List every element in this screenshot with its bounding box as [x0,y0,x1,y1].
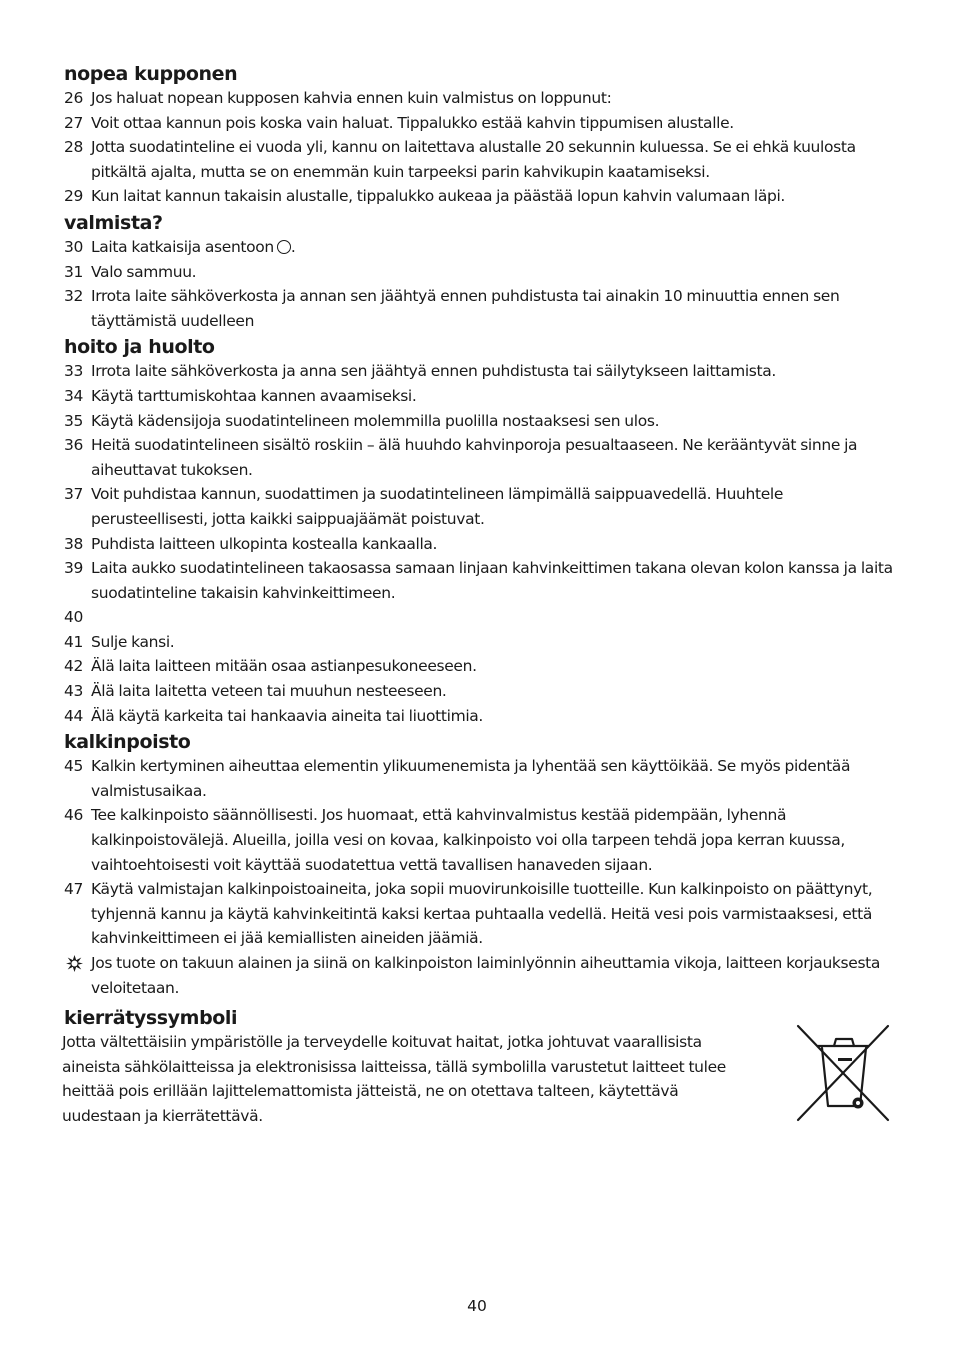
item-number: 46 [64,806,84,825]
item-number: 40 [64,608,84,627]
item-text: Irrota laite sähköverkosta ja annan sen jäähtyä ennen puhdistusta tai ainakin 10 minuuttia ennen sen täyttämistä uudelleen [91,287,840,330]
list-item [64,654,894,679]
item-number: 33 [64,362,84,381]
list-item [64,754,894,803]
item-text: Voit puhdistaa kannun, suodattimen ja suodatintelineen lämpimällä saippuavedellä. Huuhtele perusteellisesti, jotta kaikki saippuajäämät poistuvat. [91,485,784,528]
item-number: 44 [64,706,84,725]
section-heading-kierratyssymboli: kierrätyssymboli [64,1007,238,1030]
item-text: Jotta suodatinteline ei vuoda yli, kannu on laitettava alustalle 20 sekunnin kuluessa. Se ei ehkä kuulosta pitkältä ajalta, mutta se on enemmän kuin tarpeeksi parin kahvikupin kaatamiseksi. [91,138,856,181]
list-item [64,235,894,260]
item-number: 26 [64,89,84,107]
list-item [64,409,894,434]
list-item [64,877,894,951]
list-item [64,704,894,729]
recycling-section [64,1006,894,1128]
item-number: 28 [64,138,84,157]
item-text: Irrota laite sähköverkosta ja anna sen jäähtyä ennen puhdistusta tai säilytykseen laittamista. [91,362,776,381]
item-number: 29 [64,187,84,206]
list-item [64,135,894,184]
item-text: Älä laita laitetta veteen tai muuhun nesteeseen. [91,682,447,701]
item-text: Puhdista laitteen ulkopinta kostealla kankaalla. [91,534,438,553]
list-item [64,605,894,630]
list-item [64,433,894,482]
item-number: 30 [64,237,84,256]
list-item [64,482,894,531]
list-item [64,260,894,285]
page-number: 40 [467,1297,487,1315]
item-number: 41 [64,632,84,651]
document-page [64,60,894,1129]
item-text: Voit ottaa kannun pois koska vain haluat. Tippalukko estää kahvin tippumisen alustalle. [91,113,734,132]
warning-note [64,951,894,1000]
list-item [64,630,894,655]
section-heading-kalkinpoisto: kalkinpoisto [64,731,191,754]
item-number: 34 [64,386,84,405]
item-number: 45 [64,757,84,776]
list-item [64,384,894,409]
item-text: Jos haluat nopean kupposen kahvia ennen kuin valmistus on loppunut: [91,89,612,107]
item-text: Älä laita laitteen mitään osaa astianpesukoneeseen. [91,657,477,676]
item-text: Käytä kädensijoja suodatintelineen molemmilla puolilla nostaaksesi sen ulos. [91,411,660,430]
list-item [64,679,894,704]
section-heading-valmista: valmista? [64,211,163,234]
item-text: Tee kalkinpoisto säännöllisesti. Jos huomaat, että kahvinvalmistus kestää pidempään, lyhennä kalkinpoistovälejä. Alueilla, joilla vesi on kovaa, kalkinpoisto voi olla tarpeen tehdä jopa kerran kuussa, vaihtoehtoisesti voit käyttää suodatettua vettä tavallisen hanaveden sijaan. [91,806,845,874]
item-number: 37 [64,485,84,504]
item-text: Laita katkaisija asentoon [91,237,274,256]
section-heading-hoito-ja-huolto: hoito ja huolto [64,336,215,359]
note-text: Jos tuote on takuun alainen ja siinä on kalkinpoiston laiminlyönnin aiheuttamia vikoja, laitteen korjauksesta veloitetaan. [91,954,881,997]
list-item [64,556,894,605]
item-text: Käytä tarttumiskohtaa kannen avaamiseksi. [91,386,417,405]
item-text: Älä käytä karkeita tai hankaavia aineita tai liuottimia. [91,706,484,725]
recycling-text: Jotta vältettäisiin ympäristölle ja terveydelle koituvat haitat, jotka johtuvat vaarallisista aineista sähkölaitteissa ja elektronisissa laitteissa, tällä symbolilla varustetut laitteet tulee heittää pois erillään lajittelemattomista jätteistä, ne on otettava talteen, käytettävä uudestaan ja kierrätettävä. [62,1033,726,1125]
item-number: 47 [64,880,84,899]
item-number: 39 [64,559,84,578]
list-item [64,532,894,557]
item-text: Kun laitat kannun takaisin alustalle, tippalukko aukeaa ja päästää lopun kahvin valumaan läpi. [91,187,786,206]
item-number: 36 [64,436,84,455]
item-text: Kalkin kertyminen aiheuttaa elementin ylikuumenemista ja lyhentää sen käyttöikää. Se myös pidentää valmistusaikaa. [91,757,851,800]
item-number: 35 [64,411,84,430]
item-number: 43 [64,682,84,701]
item-text: Laita aukko suodatintelineen takaosassa samaan linjaan kahvinkeittimen takana olevan kolon kanssa ja laita suodatinteline takaisin kahvinkeittimeen. [91,559,893,602]
item-text: Heitä suodatintelineen sisältö roskiin – älä huuhdo kahvinporoja pesualtaaseen. Ne kerääntyvät sinne ja aiheuttavat tukoksen. [91,436,858,479]
item-number: 32 [64,287,84,306]
power-off-circle-icon [277,240,291,254]
item-text: Sulje kansi. [91,632,175,651]
section-heading-nopea-kupponen: nopea kupponen [64,63,238,85]
list-item [64,86,894,111]
item-number: 38 [64,534,84,553]
item-text: Valo sammuu. [91,262,197,281]
list-item [64,284,894,333]
list-item [64,111,894,136]
item-number: 31 [64,262,84,281]
crossed-out-wheelie-bin-icon [796,1024,890,1122]
list-item [64,359,894,384]
list-item [64,184,894,209]
item-number: 42 [64,657,84,676]
item-text: Käytä valmistajan kalkinpoistoaineita, joka sopii muovirunkoisille tuotteille. Kun kalkinpoisto on päättynyt, tyhjennä kannu ja käytä kahvinkeitintä kaksi kertaa puhtaalla vedellä. Heitä vesi pois varmistaaksesi, että kahvinkeittimeen ei jää kemiallisten aineiden jäämiä. [91,880,873,948]
warning-burst-icon [66,955,83,972]
item-suffix: . [290,237,296,256]
list-item [64,803,894,877]
item-number: 27 [64,113,84,132]
